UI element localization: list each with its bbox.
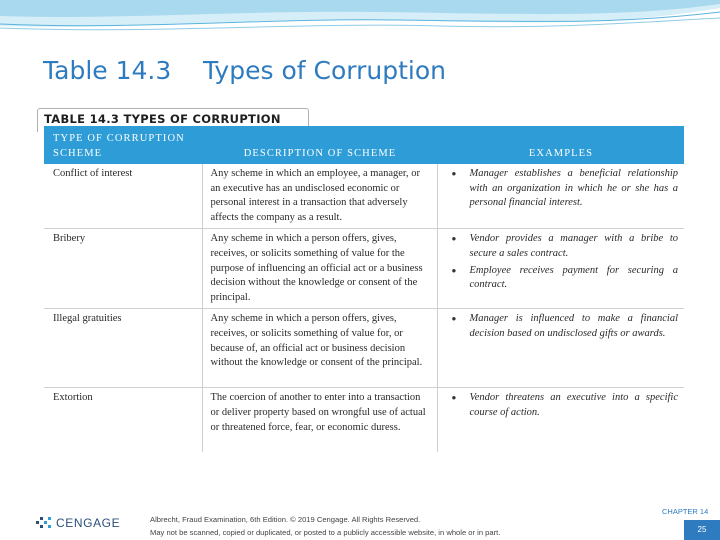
bullet-icon: ● bbox=[451, 314, 457, 324]
logo-text: CENGAGE bbox=[56, 516, 121, 530]
example-item bbox=[444, 391, 679, 420]
table-row bbox=[44, 309, 684, 388]
row-description: Any scheme in which an employee, a manager, or an executive has an undisclosed economic or personal interest in a transaction that adversely affects the company as a result. bbox=[202, 164, 437, 229]
row-description: The coercion of another to enter into a transaction or deliver property based on wrongful use of actual or threatened force, fear, or economic duress. bbox=[202, 388, 437, 452]
slide-title: Table 14.3 Types of Corruption bbox=[43, 56, 446, 85]
row-description: Any scheme in which a person offers, gives, receives, or solicits something of value for, or because of, an official act or business decision without the knowledge or consent of the principal. bbox=[202, 309, 437, 388]
top-decorative-band bbox=[0, 0, 720, 34]
row-examples bbox=[437, 164, 684, 229]
bullet-icon: ● bbox=[451, 393, 457, 403]
header-examples: EXAMPLES bbox=[437, 126, 684, 164]
page-number: 25 bbox=[684, 520, 720, 540]
example-text: Manager establishes a beneficial relationship with an organization in which he or she has a personal financial interest. bbox=[469, 168, 678, 209]
cengage-logo bbox=[36, 516, 120, 530]
copyright-notice bbox=[150, 513, 500, 539]
example-item bbox=[444, 312, 679, 341]
example-text: Vendor provides a manager with a bribe to secure a sales contract. bbox=[469, 233, 678, 259]
header-type: TYPE OF CORRUPTION SCHEME bbox=[44, 126, 202, 164]
row-examples bbox=[437, 309, 684, 388]
example-text: Employee receives payment for securing a contract. bbox=[469, 264, 678, 291]
row-examples bbox=[437, 229, 684, 309]
bullet-icon: ● bbox=[451, 265, 457, 275]
row-type: Illegal gratuities bbox=[44, 309, 202, 388]
row-description: Any scheme in which a person offers, gives, receives, or solicits something of value for the purpose of influencing an official act or a business decision without the knowledge or consent of the principal. bbox=[202, 229, 437, 309]
copyright-line-1: Albrecht, Fraud Examination, 6th Edition. © 2019 Cengage. All Rights Reserved. bbox=[150, 515, 421, 524]
table-row bbox=[44, 164, 684, 229]
cengage-logo-icon bbox=[36, 516, 52, 530]
bullet-icon: ● bbox=[451, 234, 457, 244]
corruption-table-container bbox=[44, 126, 684, 452]
bullet-icon: ● bbox=[451, 169, 457, 178]
table-row bbox=[44, 388, 684, 452]
copyright-line-2: May not be scanned, copied or duplicated, or posted to a publicly accessible website, in whole or in part. bbox=[150, 528, 501, 537]
table-row bbox=[44, 229, 684, 309]
corruption-table bbox=[44, 126, 684, 452]
row-type: Conflict of interest bbox=[44, 164, 202, 229]
table-header-row bbox=[44, 126, 684, 164]
row-examples bbox=[437, 388, 684, 452]
row-type: Bribery bbox=[44, 229, 202, 309]
example-text: Manager is influenced to make a financial decision based on undisclosed gifts or awards. bbox=[469, 313, 678, 339]
chapter-label: CHAPTER 14 bbox=[662, 507, 709, 516]
row-type: Extortion bbox=[53, 392, 93, 404]
example-item bbox=[444, 264, 679, 293]
example-item bbox=[444, 167, 679, 211]
example-text: Vendor threatens an executive into a specific course of action. bbox=[469, 392, 678, 418]
example-item bbox=[444, 232, 679, 261]
header-description: DESCRIPTION OF SCHEME bbox=[202, 126, 437, 164]
table-caption: TABLE 14.3 TYPES OF CORRUPTION bbox=[44, 112, 281, 126]
